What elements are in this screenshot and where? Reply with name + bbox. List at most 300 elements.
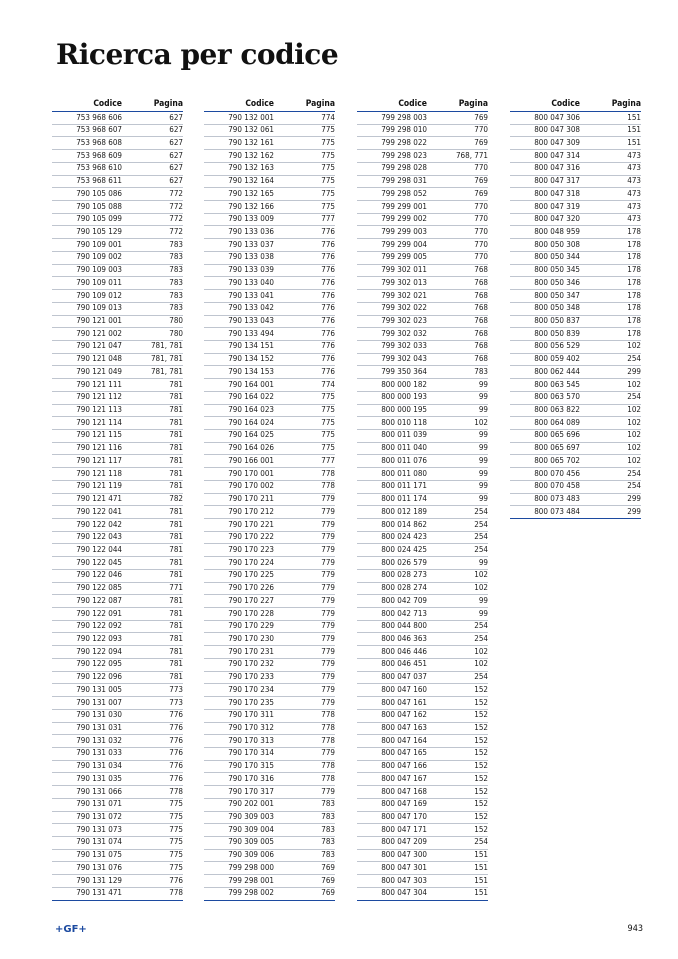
page-cell: 151 [627, 112, 641, 122]
page-cell: 779 [321, 544, 335, 554]
table-row [52, 875, 183, 888]
table-row [204, 710, 335, 723]
table-row [357, 214, 488, 227]
code-cell: 799 302 033 [381, 341, 427, 351]
code-cell: 790 122 045 [76, 557, 122, 567]
code-cell: 799 298 000 [228, 862, 274, 872]
code-cell: 800 047 319 [534, 201, 580, 211]
code-cell: 790 170 231 [228, 646, 274, 656]
code-cell: 790 109 013 [76, 303, 122, 313]
code-cell: 790 121 119 [76, 481, 122, 491]
code-cell: 800 000 195 [381, 405, 427, 415]
table-row [52, 608, 183, 621]
page-cell: 779 [321, 672, 335, 682]
table-row [204, 837, 335, 850]
page-cell: 776 [321, 366, 335, 376]
page-cell: 781 [169, 430, 183, 440]
code-cell: 790 170 228 [228, 608, 274, 618]
code-cell: 800 047 167 [381, 773, 427, 783]
table-row [357, 786, 488, 799]
page-cell: 768 [474, 290, 488, 300]
page-cell: 627 [169, 163, 183, 173]
table-row [510, 226, 641, 239]
page-cell: 152 [474, 723, 488, 732]
page-cell: 102 [627, 430, 641, 440]
table-row [510, 163, 641, 176]
table-row [52, 354, 183, 367]
page-cell: 781 [169, 443, 183, 453]
code-cell: 790 132 163 [228, 163, 274, 173]
page-cell: 151 [627, 137, 641, 147]
table-row [52, 824, 183, 837]
code-cell: 790 122 041 [76, 506, 122, 516]
table-row [510, 125, 641, 138]
page-cell: 254 [627, 468, 641, 478]
code-cell: 790 164 026 [228, 443, 274, 453]
code-cell: 800 047 168 [381, 786, 427, 796]
table-row [204, 786, 335, 799]
code-cell: 799 302 021 [381, 290, 427, 300]
table-row [204, 824, 335, 837]
page-cell: 768 [474, 277, 488, 287]
code-cell: 790 133 043 [228, 316, 274, 325]
table-row [204, 761, 335, 774]
table-row [52, 163, 183, 176]
table-row [204, 112, 335, 125]
page-cell: 778 [321, 735, 335, 745]
code-cell: 790 170 316 [228, 773, 274, 783]
page-cell: 777 [321, 214, 335, 224]
page-cell: 778 [169, 888, 183, 898]
table-row [357, 557, 488, 570]
code-cell: 790 105 099 [76, 214, 122, 224]
table-row [357, 544, 488, 557]
page-cell: 779 [321, 646, 335, 656]
code-cell: 790 105 088 [76, 201, 122, 211]
code-cell: 790 131 007 [76, 697, 122, 707]
table-row [357, 799, 488, 812]
table-row [52, 112, 183, 125]
table-row [52, 443, 183, 456]
page-cell: 254 [474, 519, 488, 529]
code-cell: 790 109 001 [76, 239, 122, 249]
code-cell: 800 047 166 [381, 761, 427, 771]
code-cell: 790 121 114 [76, 417, 122, 427]
code-cell: 790 133 039 [228, 265, 274, 275]
code-cell: 799 298 010 [381, 125, 427, 135]
code-cell: 800 050 344 [534, 252, 580, 262]
table-row [52, 252, 183, 265]
code-cell: 790 122 085 [76, 583, 122, 593]
code-cell: 790 122 046 [76, 570, 122, 580]
code-cell: 790 170 234 [228, 684, 274, 694]
page-cell: 254 [474, 633, 488, 643]
page-cell: 772 [169, 226, 183, 236]
code-cell: 799 302 043 [381, 354, 427, 364]
table-row [357, 506, 488, 519]
page-cell: 776 [321, 290, 335, 300]
page-cell: 775 [169, 799, 183, 809]
page-cell: 769 [321, 875, 335, 885]
code-cell: 799 299 003 [381, 226, 427, 236]
code-cell: 790 131 034 [76, 761, 122, 771]
code-cell: 790 121 002 [76, 328, 122, 338]
column-header [204, 95, 335, 112]
page-cell: 151 [474, 875, 488, 885]
code-cell: 790 121 117 [76, 455, 122, 465]
table-row [204, 226, 335, 239]
page-cell: 775 [321, 417, 335, 427]
code-cell: 800 047 316 [534, 163, 580, 173]
table-row [357, 265, 488, 278]
table-row [357, 481, 488, 494]
table-row [357, 633, 488, 646]
table-row [52, 799, 183, 812]
page-cell: 770 [474, 125, 488, 135]
page-cell: 178 [627, 316, 641, 325]
table-row [52, 290, 183, 303]
table-row [357, 532, 488, 545]
code-cell: 753 968 608 [76, 137, 122, 147]
table-row [204, 723, 335, 736]
page-cell: 776 [321, 354, 335, 364]
table-row [204, 417, 335, 430]
table-row [510, 354, 641, 367]
page-cell: 152 [474, 773, 488, 783]
page-cell: 102 [627, 379, 641, 389]
table-row [52, 277, 183, 290]
code-cell: 790 109 011 [76, 277, 122, 287]
code-cell: 800 047 160 [381, 684, 427, 694]
table-row [52, 392, 183, 405]
page-cell: 770 [474, 201, 488, 211]
page-cell: 99 [478, 379, 488, 389]
page-cell: 779 [321, 748, 335, 758]
table-row [357, 303, 488, 316]
page-cell: 178 [627, 252, 641, 262]
code-cell: 800 044 800 [381, 621, 427, 631]
page-cell: 783 [321, 812, 335, 822]
code-cell: 799 298 052 [381, 188, 427, 198]
code-cell: 790 131 032 [76, 735, 122, 745]
code-cell: 800 047 162 [381, 710, 427, 720]
table-row [52, 735, 183, 748]
code-cell: 790 170 001 [228, 468, 274, 478]
table-row [204, 532, 335, 545]
code-cell: 753 968 610 [76, 163, 122, 173]
code-cell: 799 299 001 [381, 201, 427, 211]
page-cell: 627 [169, 112, 183, 122]
table-row [52, 888, 183, 901]
table-row [510, 265, 641, 278]
page-cell: 775 [169, 824, 183, 834]
table-row [510, 405, 641, 418]
page-cell: 781 [169, 659, 183, 669]
table-row [357, 252, 488, 265]
table-row [204, 239, 335, 252]
page-cell: 781 [169, 672, 183, 682]
page-cell: 778 [169, 786, 183, 796]
code-cell: 800 047 300 [381, 850, 427, 860]
code-cell: 790 164 023 [228, 405, 274, 415]
code-cell: 800 047 171 [381, 824, 427, 834]
table-row [357, 583, 488, 596]
page-cell: 254 [627, 481, 641, 491]
code-cell: 790 133 494 [228, 328, 274, 338]
table-row [357, 862, 488, 875]
table-row [204, 468, 335, 481]
page-header: Pagina [153, 99, 183, 109]
code-cell: 790 170 314 [228, 748, 274, 758]
code-cell: 790 164 022 [228, 392, 274, 402]
code-cell: 790 121 047 [76, 341, 122, 351]
page-cell: 776 [321, 341, 335, 351]
code-cell: 790 164 025 [228, 430, 274, 440]
table-row [204, 137, 335, 150]
page-cell: 776 [169, 875, 183, 885]
code-cell: 790 131 030 [76, 710, 122, 720]
code-cell: 800 050 839 [534, 328, 580, 338]
page-cell: 783 [169, 265, 183, 275]
table-row [357, 494, 488, 507]
page-cell: 781 [169, 405, 183, 415]
table-row [357, 621, 488, 634]
code-cell: 790 170 235 [228, 697, 274, 707]
table-row [357, 761, 488, 774]
code-cell: 790 131 075 [76, 850, 122, 860]
page-cell: 779 [321, 532, 335, 542]
code-cell: 790 133 036 [228, 226, 274, 236]
page-cell: 781 [169, 519, 183, 529]
page-cell: 783 [169, 239, 183, 249]
code-cell: 800 050 837 [534, 316, 580, 325]
page-cell: 781 [169, 468, 183, 478]
page-cell: 779 [321, 570, 335, 580]
page-cell: 102 [627, 341, 641, 351]
code-cell: 790 133 037 [228, 239, 274, 249]
code-cell: 790 131 076 [76, 862, 122, 872]
table-row [52, 570, 183, 583]
code-list [204, 112, 335, 901]
page-cell: 152 [474, 812, 488, 822]
code-cell: 800 050 345 [534, 265, 580, 275]
code-cell: 799 299 002 [381, 214, 427, 224]
table-row [510, 443, 641, 456]
page-cell: 768, 771 [455, 150, 488, 160]
page-cell: 775 [321, 430, 335, 440]
code-cell: 790 131 031 [76, 723, 122, 732]
page-cell: 776 [321, 226, 335, 236]
table-row [357, 595, 488, 608]
code-cell: 790 309 006 [228, 850, 274, 860]
code-cell: 790 170 223 [228, 544, 274, 554]
table-row [510, 201, 641, 214]
code-cell: 800 046 451 [381, 659, 427, 669]
page-cell: 770 [474, 214, 488, 224]
code-cell: 800 073 483 [534, 494, 580, 504]
page-cell: 178 [627, 265, 641, 275]
table-row [357, 188, 488, 201]
table-row [204, 455, 335, 468]
page-cell: 781 [169, 621, 183, 631]
table-row [204, 392, 335, 405]
table-row [357, 163, 488, 176]
table-row [52, 125, 183, 138]
page-cell: 778 [321, 761, 335, 771]
page-cell: 152 [474, 761, 488, 771]
code-cell: 800 073 484 [534, 506, 580, 516]
table-row [357, 773, 488, 786]
table-row [52, 316, 183, 329]
code-cell: 790 121 048 [76, 354, 122, 364]
column-header [357, 95, 488, 112]
code-column-4 [510, 95, 641, 519]
code-cell: 800 048 959 [534, 226, 580, 236]
table-row [357, 710, 488, 723]
code-cell: 790 133 040 [228, 277, 274, 287]
code-cell: 790 105 129 [76, 226, 122, 236]
table-row [357, 125, 488, 138]
table-row [52, 239, 183, 252]
page-cell: 102 [627, 455, 641, 465]
page-cell: 770 [474, 252, 488, 262]
code-cell: 800 047 306 [534, 112, 580, 122]
table-row [204, 176, 335, 189]
table-row [204, 799, 335, 812]
page-cell: 782 [169, 494, 183, 504]
table-row [357, 316, 488, 329]
code-cell: 800 011 080 [381, 468, 427, 478]
page-cell: 102 [474, 583, 488, 593]
table-row [204, 277, 335, 290]
table-row [357, 468, 488, 481]
page-cell: 770 [474, 239, 488, 249]
table-row [357, 888, 488, 901]
table-row [52, 188, 183, 201]
page-cell: 783 [321, 799, 335, 809]
page-cell: 773 [169, 684, 183, 694]
page-cell: 776 [169, 748, 183, 758]
code-cell: 800 070 456 [534, 468, 580, 478]
code-cell: 800 011 174 [381, 494, 427, 504]
page-cell: 772 [169, 214, 183, 224]
table-row [204, 201, 335, 214]
page-cell: 781 [169, 532, 183, 542]
page-cell: 771 [169, 583, 183, 593]
code-cell: 800 047 170 [381, 812, 427, 822]
table-row [52, 506, 183, 519]
page-cell: 779 [321, 519, 335, 529]
code-cell: 800 011 039 [381, 430, 427, 440]
table-row [510, 481, 641, 494]
table-row [204, 773, 335, 786]
page-cell: 473 [627, 176, 641, 186]
page-cell: 178 [627, 226, 641, 236]
code-cell: 800 047 303 [381, 875, 427, 885]
table-row [204, 557, 335, 570]
code-cell: 790 132 001 [228, 112, 274, 122]
page-cell: 178 [627, 290, 641, 300]
page-cell: 781 [169, 633, 183, 643]
page-cell: 473 [627, 163, 641, 173]
table-row [204, 354, 335, 367]
page-cell: 254 [627, 354, 641, 364]
table-row [204, 430, 335, 443]
code-cell: 799 298 003 [381, 112, 427, 122]
table-row [357, 328, 488, 341]
table-row [52, 710, 183, 723]
table-row [357, 723, 488, 736]
table-row [204, 633, 335, 646]
table-row [357, 226, 488, 239]
table-row [510, 277, 641, 290]
table-row [510, 468, 641, 481]
table-row [204, 570, 335, 583]
code-cell: 790 122 095 [76, 659, 122, 669]
code-cell: 790 309 003 [228, 812, 274, 822]
code-cell: 800 047 318 [534, 188, 580, 198]
table-row [204, 443, 335, 456]
page-cell: 627 [169, 150, 183, 160]
code-cell: 790 170 221 [228, 519, 274, 529]
code-cell: 753 968 607 [76, 125, 122, 135]
page-cell: 779 [321, 557, 335, 567]
code-cell: 800 047 037 [381, 672, 427, 682]
table-row [52, 684, 183, 697]
table-row [52, 137, 183, 150]
code-cell: 800 046 446 [381, 646, 427, 656]
code-cell: 790 170 211 [228, 494, 274, 504]
page-cell: 473 [627, 214, 641, 224]
code-cell: 790 170 311 [228, 710, 274, 720]
table-row [204, 659, 335, 672]
page-cell: 775 [321, 201, 335, 211]
page-cell: 769 [474, 188, 488, 198]
table-row [204, 303, 335, 316]
page-cell: 781 [169, 608, 183, 618]
table-row [52, 341, 183, 354]
code-cell: 799 302 022 [381, 303, 427, 313]
page-cell: 254 [474, 506, 488, 516]
table-row [52, 633, 183, 646]
page-cell: 776 [321, 265, 335, 275]
code-cell: 799 350 364 [381, 366, 427, 376]
code-cell: 800 026 579 [381, 557, 427, 567]
code-cell: 790 121 115 [76, 430, 122, 440]
code-cell: 790 131 071 [76, 799, 122, 809]
page-cell: 775 [321, 188, 335, 198]
page-cell: 779 [321, 659, 335, 669]
table-row [357, 366, 488, 379]
page-cell: 781, 781 [150, 366, 183, 376]
table-row [52, 557, 183, 570]
page-cell: 775 [321, 137, 335, 147]
page-cell: 778 [321, 468, 335, 478]
code-cell: 799 302 023 [381, 316, 427, 325]
page-cell: 775 [321, 443, 335, 453]
page-cell: 102 [627, 405, 641, 415]
table-row [52, 468, 183, 481]
code-cell: 800 024 425 [381, 544, 427, 554]
page-cell: 769 [321, 888, 335, 898]
page-cell: 768 [474, 265, 488, 275]
page-cell: 781 [169, 506, 183, 516]
code-column-2 [204, 95, 335, 901]
page-number: 943 [627, 924, 643, 934]
code-cell: 800 010 118 [381, 417, 427, 427]
code-cell: 800 047 308 [534, 125, 580, 135]
table-row [52, 430, 183, 443]
